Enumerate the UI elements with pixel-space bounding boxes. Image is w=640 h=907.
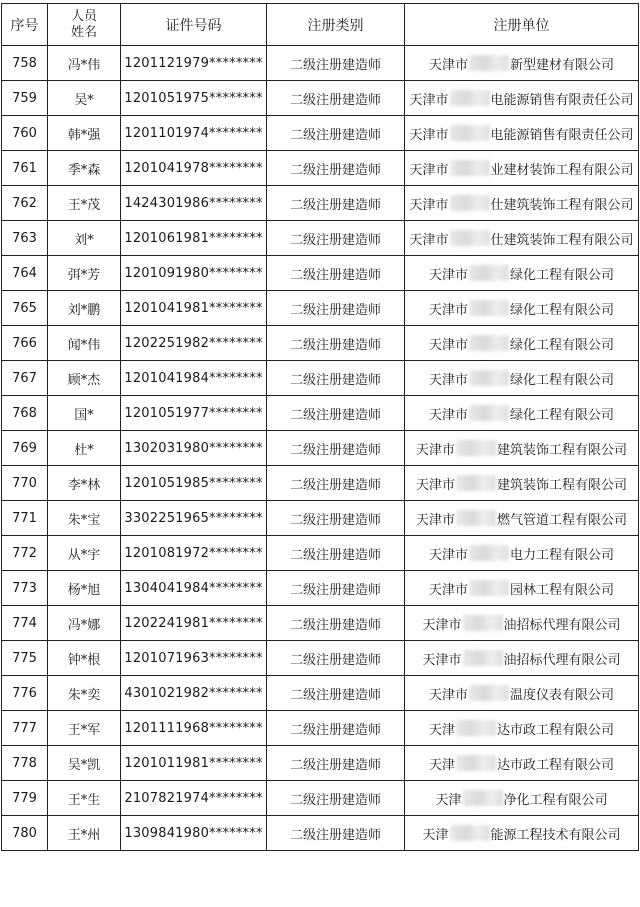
unit-suffix: 绿化工程有限公司 xyxy=(510,372,615,388)
table-row xyxy=(2,711,639,746)
row-registration-type: 二级注册建造师 xyxy=(267,571,405,606)
row-registered-unit xyxy=(405,151,639,186)
table-row xyxy=(2,116,639,151)
table-row xyxy=(2,221,639,256)
unit-prefix: 天津市 xyxy=(409,232,449,248)
unit-suffix: 达市政工程有限公司 xyxy=(497,757,615,773)
unit-text xyxy=(429,299,614,318)
header-id: 证件号码 xyxy=(121,4,267,46)
unit-suffix: 电能源销售有限责任公司 xyxy=(490,127,634,143)
row-id-number: 1201011981******** xyxy=(121,746,267,781)
row-name: 韩*强 xyxy=(48,116,121,151)
unit-text xyxy=(422,614,620,633)
unit-text xyxy=(429,754,614,773)
row-seq: 772 xyxy=(2,536,48,571)
unit-prefix: 天津市 xyxy=(422,617,462,633)
row-registration-type: 二级注册建造师 xyxy=(267,116,405,151)
redaction-blur xyxy=(469,265,509,281)
unit-suffix: 建筑装饰工程有限公司 xyxy=(497,477,628,493)
row-registered-unit xyxy=(405,641,639,676)
row-registration-type: 二级注册建造师 xyxy=(267,781,405,816)
redaction-blur xyxy=(450,230,490,246)
redaction-blur xyxy=(469,335,509,351)
unit-suffix: 绿化工程有限公司 xyxy=(510,267,615,283)
row-registered-unit xyxy=(405,221,639,256)
unit-suffix: 园林工程有限公司 xyxy=(510,582,615,598)
row-name: 季*森 xyxy=(48,151,121,186)
unit-prefix: 天津市 xyxy=(415,477,455,493)
row-id-number: 1202241981******** xyxy=(121,606,267,641)
unit-text xyxy=(429,719,614,738)
row-registration-type: 二级注册建造师 xyxy=(267,81,405,116)
unit-prefix: 天津 xyxy=(428,722,455,738)
row-registered-unit xyxy=(405,291,639,326)
row-registration-type: 二级注册建造师 xyxy=(267,186,405,221)
unit-text xyxy=(416,439,627,458)
header-row xyxy=(2,4,639,46)
row-registration-type: 二级注册建造师 xyxy=(267,151,405,186)
unit-suffix: 温度仪表有限公司 xyxy=(510,687,615,703)
table-row xyxy=(2,291,639,326)
row-name: 刘*鹏 xyxy=(48,291,121,326)
row-id-number: 1201051977******** xyxy=(121,396,267,431)
redaction-blur xyxy=(456,720,496,736)
unit-suffix: 仕建筑装饰工程有限公司 xyxy=(490,197,634,213)
table-row xyxy=(2,781,639,816)
unit-text xyxy=(416,474,627,493)
row-name: 冯*伟 xyxy=(48,46,121,81)
unit-prefix: 天津市 xyxy=(415,442,455,458)
row-registration-type: 二级注册建造师 xyxy=(267,431,405,466)
unit-prefix: 天津市 xyxy=(428,267,468,283)
row-seq: 777 xyxy=(2,711,48,746)
row-name: 李*林 xyxy=(48,466,121,501)
row-registration-type: 二级注册建造师 xyxy=(267,291,405,326)
row-id-number: 1201041984******** xyxy=(121,361,267,396)
row-registered-unit xyxy=(405,186,639,221)
row-registration-type: 二级注册建造师 xyxy=(267,746,405,781)
row-registered-unit xyxy=(405,46,639,81)
row-registered-unit xyxy=(405,746,639,781)
unit-suffix: 业建材装饰工程有限公司 xyxy=(490,162,634,178)
row-seq: 776 xyxy=(2,676,48,711)
row-registered-unit xyxy=(405,81,639,116)
table-row xyxy=(2,186,639,221)
row-seq: 770 xyxy=(2,466,48,501)
unit-prefix: 天津市 xyxy=(428,337,468,353)
row-registered-unit xyxy=(405,816,639,851)
row-seq: 771 xyxy=(2,501,48,536)
unit-prefix: 天津 xyxy=(428,757,455,773)
header-name xyxy=(48,4,121,46)
row-registration-type: 二级注册建造师 xyxy=(267,816,405,851)
row-registered-unit xyxy=(405,606,639,641)
table-row xyxy=(2,151,639,186)
unit-text xyxy=(429,54,614,73)
header-name-line2: 姓名 xyxy=(70,24,97,40)
header-name-line1: 人员 xyxy=(70,8,97,24)
row-id-number: 1201041978******** xyxy=(121,151,267,186)
registration-table xyxy=(1,3,639,851)
unit-text xyxy=(429,369,614,388)
header-type: 注册类别 xyxy=(267,4,405,46)
redaction-blur xyxy=(456,440,496,456)
row-id-number: 1201071963******** xyxy=(121,641,267,676)
row-id-number: 1201051975******** xyxy=(121,81,267,116)
row-id-number: 1201081972******** xyxy=(121,536,267,571)
row-seq: 761 xyxy=(2,151,48,186)
row-seq: 762 xyxy=(2,186,48,221)
unit-suffix: 电能源销售有限责任公司 xyxy=(490,92,634,108)
row-registered-unit xyxy=(405,501,639,536)
redaction-blur xyxy=(463,790,503,806)
unit-text xyxy=(429,264,614,283)
row-seq: 769 xyxy=(2,431,48,466)
row-registered-unit xyxy=(405,116,639,151)
unit-prefix: 天津市 xyxy=(422,652,462,668)
row-seq: 763 xyxy=(2,221,48,256)
table-row xyxy=(2,46,639,81)
row-id-number: 1201121979******** xyxy=(121,46,267,81)
redaction-blur xyxy=(463,615,503,631)
table-header xyxy=(2,4,639,46)
unit-suffix: 仕建筑装饰工程有限公司 xyxy=(490,232,634,248)
unit-prefix: 天津市 xyxy=(428,57,468,73)
redaction-blur xyxy=(456,510,496,526)
redaction-blur xyxy=(450,125,490,141)
unit-suffix: 电力工程有限公司 xyxy=(510,547,615,563)
unit-prefix: 天津市 xyxy=(409,162,449,178)
redaction-blur xyxy=(469,300,509,316)
row-id-number: 1202251982******** xyxy=(121,326,267,361)
table-row xyxy=(2,746,639,781)
unit-text xyxy=(409,124,633,143)
table-row xyxy=(2,816,639,851)
row-seq: 759 xyxy=(2,81,48,116)
row-name: 刘* xyxy=(48,221,121,256)
unit-prefix: 天津 xyxy=(422,827,449,843)
row-name: 钟*根 xyxy=(48,641,121,676)
row-name: 闻*伟 xyxy=(48,326,121,361)
unit-prefix: 天津市 xyxy=(428,372,468,388)
row-registered-unit xyxy=(405,361,639,396)
table-row xyxy=(2,361,639,396)
row-id-number: 1201091980******** xyxy=(121,256,267,291)
row-seq: 773 xyxy=(2,571,48,606)
unit-suffix: 建筑装饰工程有限公司 xyxy=(497,442,628,458)
table-row xyxy=(2,606,639,641)
row-registered-unit xyxy=(405,711,639,746)
row-seq: 780 xyxy=(2,816,48,851)
unit-text xyxy=(429,684,614,703)
row-registration-type: 二级注册建造师 xyxy=(267,361,405,396)
row-id-number: 1302031980******** xyxy=(121,431,267,466)
unit-suffix: 油招标代理有限公司 xyxy=(503,652,621,668)
table-row xyxy=(2,256,639,291)
row-name: 吴* xyxy=(48,81,121,116)
unit-prefix: 天津市 xyxy=(409,197,449,213)
row-seq: 768 xyxy=(2,396,48,431)
row-name: 从*宇 xyxy=(48,536,121,571)
row-name: 吴*凯 xyxy=(48,746,121,781)
row-id-number: 1424301986******** xyxy=(121,186,267,221)
row-name: 弭*芳 xyxy=(48,256,121,291)
row-id-number: 1201041981******** xyxy=(121,291,267,326)
redaction-blur xyxy=(463,650,503,666)
row-registered-unit xyxy=(405,256,639,291)
row-registered-unit xyxy=(405,676,639,711)
redaction-blur xyxy=(450,160,490,176)
unit-prefix: 天津市 xyxy=(428,582,468,598)
row-registered-unit xyxy=(405,466,639,501)
unit-prefix: 天津市 xyxy=(428,687,468,703)
unit-text xyxy=(416,509,627,528)
table-row xyxy=(2,536,639,571)
row-seq: 778 xyxy=(2,746,48,781)
redaction-blur xyxy=(469,685,509,701)
table-row xyxy=(2,326,639,361)
redaction-blur xyxy=(450,90,490,106)
unit-suffix: 达市政工程有限公司 xyxy=(497,722,615,738)
unit-text xyxy=(429,544,614,563)
unit-prefix: 天津市 xyxy=(409,127,449,143)
row-registration-type: 二级注册建造师 xyxy=(267,46,405,81)
row-registered-unit xyxy=(405,326,639,361)
redaction-blur xyxy=(469,55,509,71)
row-name: 顾*杰 xyxy=(48,361,121,396)
row-id-number: 1304041984******** xyxy=(121,571,267,606)
table-row xyxy=(2,571,639,606)
table-row xyxy=(2,676,639,711)
row-id-number: 3302251965******** xyxy=(121,501,267,536)
redaction-blur xyxy=(456,755,496,771)
table-row xyxy=(2,501,639,536)
redaction-blur xyxy=(450,825,490,841)
unit-prefix: 天津市 xyxy=(428,407,468,423)
row-seq: 774 xyxy=(2,606,48,641)
row-name: 杜* xyxy=(48,431,121,466)
row-registration-type: 二级注册建造师 xyxy=(267,466,405,501)
row-name: 王*州 xyxy=(48,816,121,851)
row-seq: 758 xyxy=(2,46,48,81)
row-name: 朱*宝 xyxy=(48,501,121,536)
row-id-number: 1201061981******** xyxy=(121,221,267,256)
unit-suffix: 绿化工程有限公司 xyxy=(510,337,615,353)
table-row xyxy=(2,81,639,116)
header-seq: 序号 xyxy=(2,4,48,46)
row-registered-unit xyxy=(405,431,639,466)
row-registration-type: 二级注册建造师 xyxy=(267,606,405,641)
unit-text xyxy=(409,89,633,108)
row-registration-type: 二级注册建造师 xyxy=(267,676,405,711)
unit-text xyxy=(422,824,620,843)
row-registration-type: 二级注册建造师 xyxy=(267,536,405,571)
row-seq: 760 xyxy=(2,116,48,151)
row-id-number: 1201101974******** xyxy=(121,116,267,151)
redaction-blur xyxy=(469,580,509,596)
unit-suffix: 绿化工程有限公司 xyxy=(510,407,615,423)
redaction-blur xyxy=(469,370,509,386)
unit-suffix: 燃气管道工程有限公司 xyxy=(497,512,628,528)
unit-text xyxy=(429,334,614,353)
row-name: 杨*旭 xyxy=(48,571,121,606)
unit-text xyxy=(409,194,633,213)
row-id-number: 1309841980******** xyxy=(121,816,267,851)
row-registration-type: 二级注册建造师 xyxy=(267,221,405,256)
row-seq: 767 xyxy=(2,361,48,396)
unit-text xyxy=(409,159,633,178)
redaction-blur xyxy=(450,195,490,211)
unit-prefix: 天津市 xyxy=(415,512,455,528)
table-row xyxy=(2,466,639,501)
row-name: 冯*娜 xyxy=(48,606,121,641)
unit-prefix: 天津 xyxy=(435,792,462,808)
row-seq: 764 xyxy=(2,256,48,291)
unit-text xyxy=(429,404,614,423)
unit-text xyxy=(429,579,614,598)
redaction-blur xyxy=(469,405,509,421)
row-name: 王*茂 xyxy=(48,186,121,221)
row-name: 王*军 xyxy=(48,711,121,746)
table-row xyxy=(2,641,639,676)
row-registered-unit xyxy=(405,396,639,431)
unit-prefix: 天津市 xyxy=(428,302,468,318)
row-seq: 765 xyxy=(2,291,48,326)
row-id-number: 4301021982******** xyxy=(121,676,267,711)
unit-suffix: 新型建材有限公司 xyxy=(510,57,615,73)
unit-suffix: 能源工程技术有限公司 xyxy=(490,827,621,843)
unit-prefix: 天津市 xyxy=(428,547,468,563)
unit-text xyxy=(409,229,633,248)
row-registration-type: 二级注册建造师 xyxy=(267,256,405,291)
row-name: 王*生 xyxy=(48,781,121,816)
row-registered-unit xyxy=(405,536,639,571)
unit-suffix: 绿化工程有限公司 xyxy=(510,302,615,318)
unit-prefix: 天津市 xyxy=(409,92,449,108)
unit-suffix: 油招标代理有限公司 xyxy=(503,617,621,633)
table-body xyxy=(2,46,639,851)
row-registration-type: 二级注册建造师 xyxy=(267,396,405,431)
table-row xyxy=(2,396,639,431)
row-id-number: 2107821974******** xyxy=(121,781,267,816)
redaction-blur xyxy=(469,545,509,561)
row-seq: 775 xyxy=(2,641,48,676)
row-name: 国* xyxy=(48,396,121,431)
row-id-number: 1201051985******** xyxy=(121,466,267,501)
row-seq: 779 xyxy=(2,781,48,816)
row-registration-type: 二级注册建造师 xyxy=(267,711,405,746)
row-registered-unit xyxy=(405,571,639,606)
row-registration-type: 二级注册建造师 xyxy=(267,326,405,361)
row-seq: 766 xyxy=(2,326,48,361)
row-registration-type: 二级注册建造师 xyxy=(267,501,405,536)
row-name: 朱*奕 xyxy=(48,676,121,711)
redaction-blur xyxy=(456,475,496,491)
row-registration-type: 二级注册建造师 xyxy=(267,641,405,676)
row-id-number: 1201111968******** xyxy=(121,711,267,746)
unit-suffix: 净化工程有限公司 xyxy=(503,792,608,808)
row-registered-unit xyxy=(405,781,639,816)
table-row xyxy=(2,431,639,466)
header-unit: 注册单位 xyxy=(405,4,639,46)
unit-text xyxy=(422,649,620,668)
unit-text xyxy=(435,789,607,808)
